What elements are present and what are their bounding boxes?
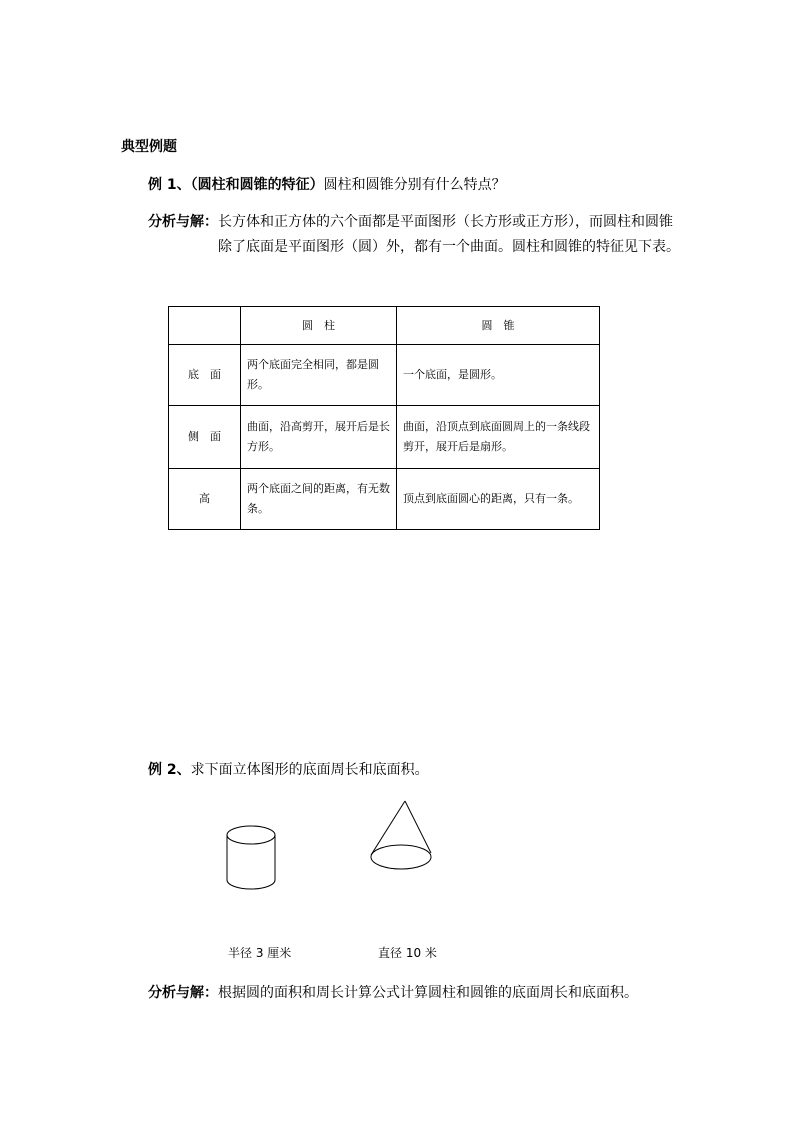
example-2-question: 求下面立体图形的底面周长和底面积。 — [190, 762, 429, 778]
table-header-empty — [169, 307, 241, 345]
cell-cone-height: 顶点到底面圆心的距离，只有一条。 — [397, 469, 600, 530]
example-1-topic: （圆柱和圆锥的特征） — [190, 177, 324, 193]
analysis-2-text: 根据圆的面积和周长计算公式计算圆柱和圆锥的底面周长和底面积。 — [218, 985, 638, 1001]
cell-cone-base: 一个底面，是圆形。 — [397, 345, 600, 406]
cell-cylinder-side: 曲面，沿高剪开，展开后是长方形。 — [241, 406, 397, 469]
analysis-2 — [148, 982, 638, 1002]
analysis-1-line-2: 除了底面是平面图形（圆）外，都有一个曲面。圆柱和圆锥的特征见下表。 — [218, 239, 680, 255]
cylinder-caption: 半径 3 厘米 — [228, 946, 292, 960]
row-label-side: 侧 面 — [169, 406, 241, 469]
table-row — [169, 406, 600, 469]
example-2 — [148, 759, 429, 779]
example-1 — [148, 174, 506, 194]
cell-cone-side: 曲面，沿顶点到底面圆周上的一条线段剪开，展开后是扇形。 — [397, 406, 600, 469]
example-1-label: 例 1、 — [148, 177, 191, 193]
example-1-question: 圆柱和圆锥分别有什么特点？ — [323, 177, 506, 193]
cell-cylinder-height: 两个底面之间的距离，有无数条。 — [241, 469, 397, 530]
features-table — [168, 306, 600, 530]
analysis-2-label: 分析与解： — [148, 985, 218, 1001]
table-header-cone: 圆 锥 — [397, 307, 600, 345]
table-row — [169, 469, 600, 530]
section-title: 典型例题 — [121, 139, 177, 155]
cone-caption: 直径 10 米 — [378, 946, 437, 960]
row-label-base: 底 面 — [169, 345, 241, 406]
row-label-height: 高 — [169, 469, 241, 530]
analysis-1-label: 分析与解： — [148, 214, 218, 230]
cylinder-figure — [227, 826, 275, 889]
analysis-1-line-1: 长方体和正方体的六个面都是平面图形（长方形或正方形），而圆柱和圆锥 — [218, 214, 673, 230]
table-header-cylinder: 圆 柱 — [241, 307, 397, 345]
cone-figure — [371, 801, 431, 869]
example-2-label: 例 2、 — [148, 762, 191, 778]
table-header-row — [169, 307, 600, 345]
cell-cylinder-base: 两个底面完全相同，都是圆形。 — [241, 345, 397, 406]
table-row — [169, 345, 600, 406]
solid-figures — [218, 795, 448, 895]
